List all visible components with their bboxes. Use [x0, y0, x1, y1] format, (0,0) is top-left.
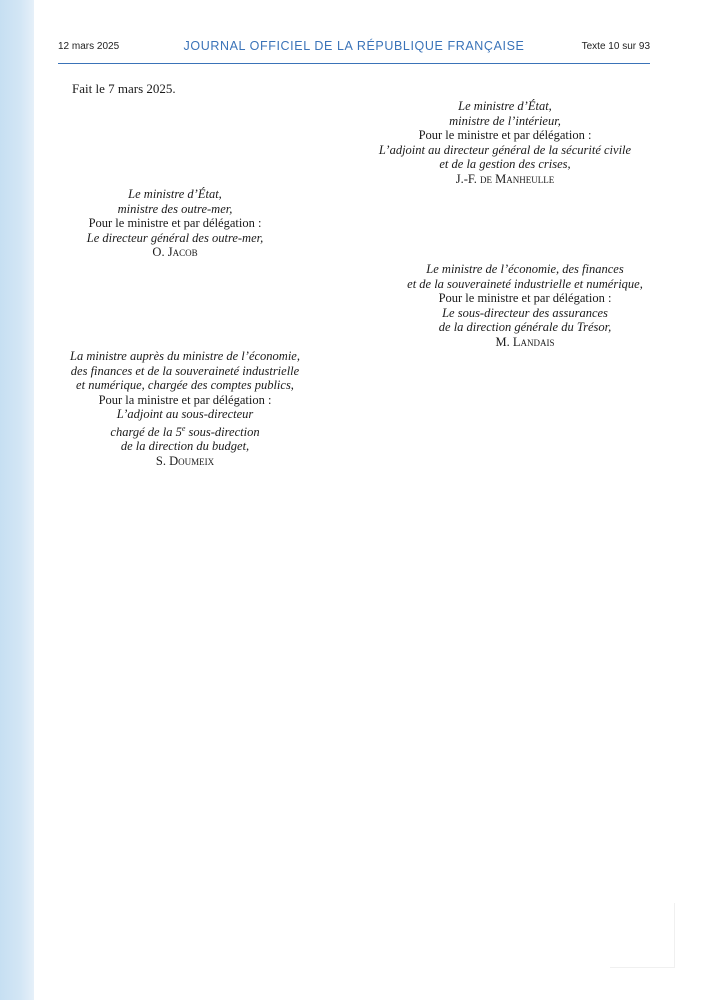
signatory-name: O. Jacob	[152, 245, 198, 259]
page-number: Texte 10 sur 93	[581, 41, 650, 52]
page-corner-mark	[610, 903, 675, 968]
delegate-title: L’adjoint au sous-directeur	[116, 407, 254, 421]
delegate-title: de la direction du budget,	[120, 439, 250, 454]
header-date: 12 mars 2025	[58, 41, 120, 52]
delegate-title: de la direction générale du Trésor,	[438, 320, 612, 334]
signature-block-comptes-publics	[40, 349, 330, 468]
page-header	[58, 38, 650, 60]
signatory-title: Le ministre d’État,	[458, 99, 552, 113]
signatory-title: des finances et de la souveraineté industrielle	[70, 363, 300, 378]
delegate-title: Le sous-directeur des assurances	[442, 305, 608, 320]
signatory-title: et de la souveraineté industrielle et numérique,	[407, 276, 643, 291]
delegation-line: Pour le ministre et par délégation :	[438, 291, 612, 305]
delegate-title-part: chargé de la 5	[110, 424, 182, 439]
delegation-line: Pour le ministre et par délégation :	[418, 128, 592, 142]
signatory-title: ministre des outre-mer,	[117, 201, 233, 216]
left-margin-band	[0, 0, 34, 1000]
signatory-title: La ministre auprès du ministre de l’économie,	[70, 349, 300, 363]
signatory-name: M. Landais	[495, 334, 555, 349]
signatory-title: et numérique, chargée des comptes publics,	[76, 378, 294, 392]
signature-block-economie	[375, 262, 675, 349]
ordinal-suffix: e	[181, 423, 186, 433]
signatory-title: Le ministre de l’économie, des finances	[426, 262, 624, 276]
signing-date: Fait le 7 mars 2025.	[72, 81, 176, 96]
delegate-title: Le directeur général des outre-mer,	[86, 230, 264, 245]
delegate-title-part: sous-direction	[185, 424, 260, 439]
signatory-name: S. Doumeix	[155, 453, 215, 468]
delegation-line: Pour la ministre et par délégation :	[98, 392, 272, 407]
signature-block-outremer	[40, 187, 310, 260]
signatory-name: J.-F. de Manheulle	[455, 171, 555, 186]
delegate-title: et de la gestion des crises,	[439, 157, 571, 171]
delegate-title	[40, 422, 330, 440]
journal-title: JOURNAL OFFICIEL DE LA RÉPUBLIQUE FRANÇAISE	[183, 39, 525, 53]
signature-block-interieur	[360, 99, 650, 186]
header-divider	[58, 63, 650, 64]
signatory-title: ministre de l’intérieur,	[449, 113, 561, 128]
signatory-title: Le ministre d’État,	[128, 187, 222, 201]
delegation-line: Pour le ministre et par délégation :	[88, 216, 262, 230]
delegate-title: L’adjoint au directeur général de la sécurité civile	[378, 142, 632, 157]
